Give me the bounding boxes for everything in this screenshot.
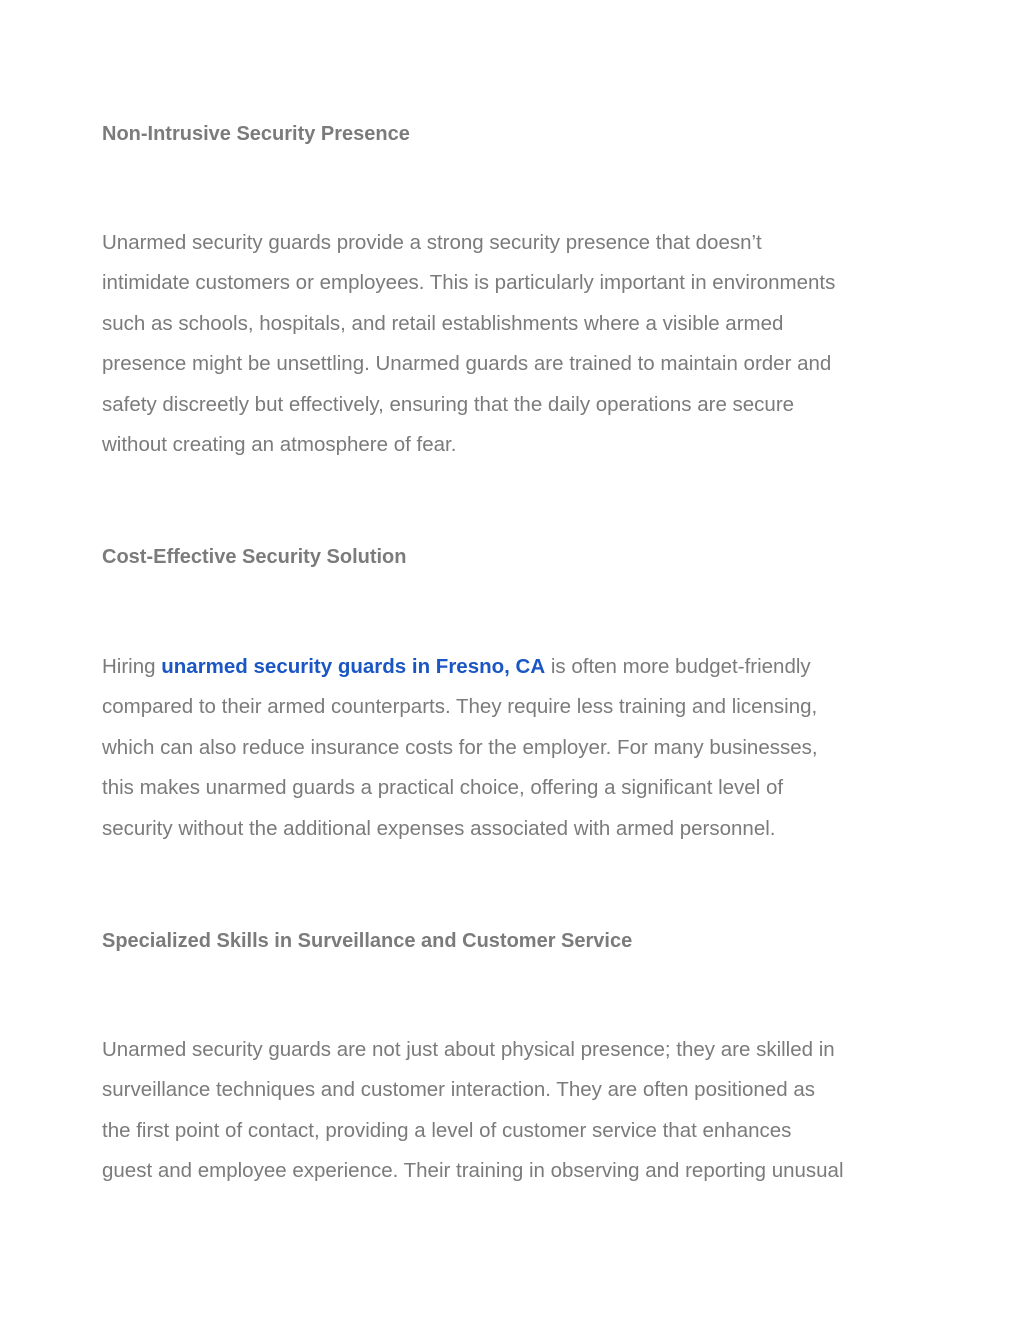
paragraph-line: such as schools, hospitals, and retail establishments where a visible armed: [102, 311, 784, 335]
section-paragraph-non-intrusive: [102, 223, 932, 465]
paragraph-line: security without the additional expenses associated with armed personnel.: [102, 816, 776, 840]
paragraph-line: guest and employee experience. Their training in observing and reporting unusual: [102, 1159, 844, 1183]
section-paragraph-cost-effective: [102, 647, 932, 849]
section-heading-specialized-skills: Specialized Skills in Surveillance and Customer Service: [102, 930, 633, 952]
paragraph-line-with-link: [102, 647, 932, 687]
paragraph-line: presence might be unsettling. Unarmed guards are trained to maintain order and: [102, 352, 832, 376]
paragraph-text: is often more budget-friendly: [545, 655, 811, 678]
paragraph-line: this makes unarmed guards a practical choice, offering a significant level of: [102, 776, 784, 800]
paragraph-line: Unarmed security guards provide a strong security presence that doesn’t: [102, 231, 762, 254]
section-heading-non-intrusive: Non-Intrusive Security Presence: [102, 123, 410, 145]
fresno-guards-link[interactable]: unarmed security guards in Fresno, CA: [161, 655, 546, 678]
paragraph-line: safety discreetly but effectively, ensuring that the daily operations are secure: [102, 392, 795, 416]
paragraph-line: surveillance techniques and customer interaction. They are often positioned as: [102, 1078, 815, 1102]
paragraph-text: Hiring: [102, 655, 162, 678]
paragraph-line: intimidate customers or employees. This is particularly important in environments: [102, 271, 836, 295]
paragraph-line: which can also reduce insurance costs for the employer. For many businesses,: [102, 735, 818, 759]
section-heading-cost-effective: Cost-Effective Security Solution: [102, 546, 407, 568]
paragraph-line: without creating an atmosphere of fear.: [102, 433, 457, 457]
paragraph-line: compared to their armed counterparts. They require less training and licensing,: [102, 695, 818, 719]
section-paragraph-specialized-skills: [102, 1030, 932, 1192]
paragraph-line: Unarmed security guards are not just about physical presence; they are skilled in: [102, 1038, 835, 1061]
paragraph-line: the first point of contact, providing a level of customer service that enhances: [102, 1118, 792, 1142]
